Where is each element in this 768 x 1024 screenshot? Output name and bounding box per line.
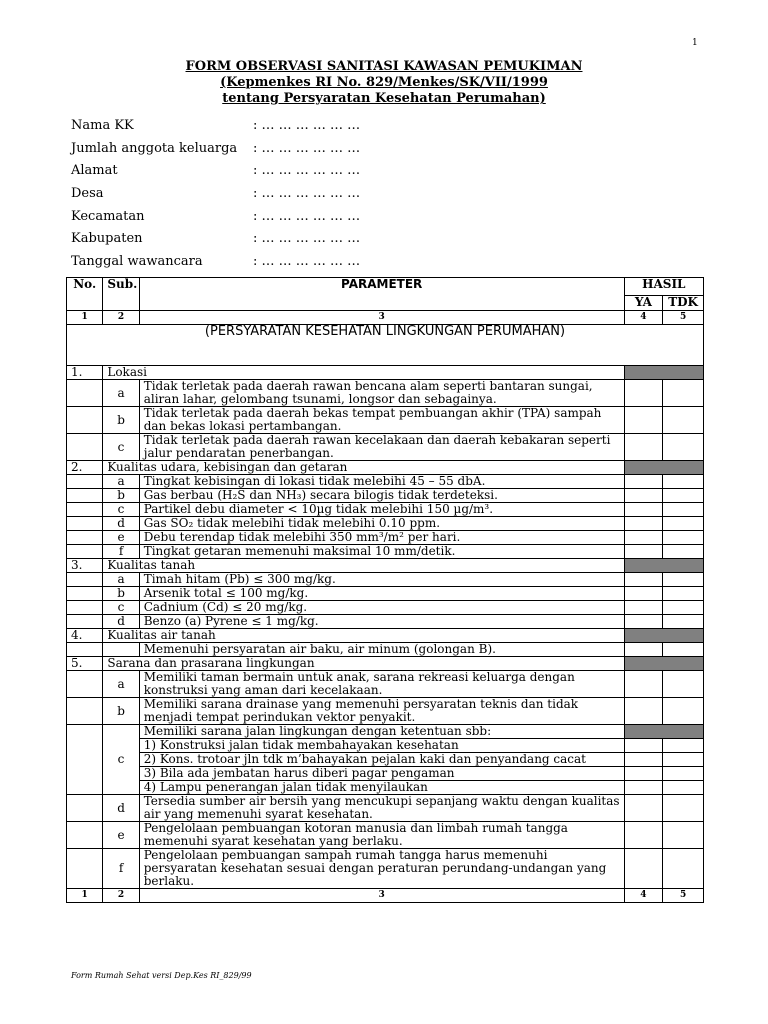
item-row [67,434,704,461]
item-text: Memiliki sarana jalan lingkungan dengan ketentuan sbb: [139,725,624,739]
item-sub: b [103,587,139,601]
check-ya[interactable] [624,489,663,503]
item-row [67,615,704,629]
group-number: 5. [67,657,103,671]
empty-cell [67,643,103,657]
column-index: 4 [624,311,663,325]
item-row [67,849,704,889]
shaded-cell [624,461,703,475]
item-sub: a [103,671,139,698]
item-row [67,587,704,601]
check-tdk[interactable] [663,573,704,587]
item-text: Pengelolaan pembuangan sampah rumah tangga harus memenuhi persyaratan kesehatan sesuai dengan peraturan perundang-undangan yang berlaku. [139,849,624,889]
field-jumlah-anggota [71,141,471,164]
shaded-cell [624,657,703,671]
item-text: Tidak terletak pada daerah rawan kecelakaan dan daerah kebakaran seperti jalur pendaratan penerbangan. [139,434,624,461]
item-sub: d [103,517,139,531]
item-text: Memenuhi persyaratan air baku, air minum (golongan B). [139,643,624,657]
empty-cell [67,725,103,795]
item-text: Arsenik total ≤ 100 mg/kg. [139,587,624,601]
item-subpoint: 1) Konstruksi jalan tidak membahayakan kesehatan [139,739,624,753]
header-tdk: TDK [663,296,704,311]
empty-cell [67,849,103,889]
observation-table [66,277,704,903]
check-tdk[interactable] [663,767,704,781]
check-tdk[interactable] [663,380,704,407]
check-tdk[interactable] [663,739,704,753]
check-tdk[interactable] [663,517,704,531]
field-label: Alamat [71,163,118,179]
field-label: Kabupaten [71,231,143,247]
item-subpoint: 2) Kons. trotoar jln tdk m’bahayakan pejalan kaki dan penyandang cacat [139,753,624,767]
check-ya[interactable] [624,475,663,489]
item-row [67,475,704,489]
check-ya[interactable] [624,739,663,753]
document-title [0,59,768,107]
title-line-2: (Kepmenkes RI No. 829/Menkes/SK/VII/1999 [220,75,548,90]
check-tdk[interactable] [663,489,704,503]
check-ya[interactable] [624,407,663,434]
check-ya[interactable] [624,531,663,545]
item-sub [103,643,139,657]
column-index: 3 [139,311,624,325]
empty-cell [67,587,103,601]
empty-cell [67,545,103,559]
empty-cell [67,475,103,489]
check-tdk[interactable] [663,795,704,822]
field-tanggal-wawancara [71,254,471,277]
header-ya: YA [624,296,663,311]
section-title: (PERSYARATAN KESEHATAN LINGKUNGAN PERUMAHAN) [67,325,704,366]
field-alamat [71,163,471,186]
check-ya[interactable] [624,573,663,587]
item-text: Pengelolaan pembuangan kotoran manusia dan limbah rumah tangga memenuhi syarat kesehatan yang berlaku. [139,822,624,849]
empty-cell [67,573,103,587]
item-text: Timah hitam (Pb) ≤ 300 mg/kg. [139,573,624,587]
header-no: No. [67,278,103,311]
field-label: Kecamatan [71,208,145,224]
empty-cell [67,489,103,503]
check-ya[interactable] [624,380,663,407]
field-nama-kk [71,118,471,141]
item-sub: f [103,545,139,559]
check-tdk[interactable] [663,545,704,559]
group-number: 2. [67,461,103,475]
item-text: Gas SO₂ tidak melebihi tidak melebihi 0.10 ppm. [139,517,624,531]
item-text: Tingkat kebisingan di lokasi tidak melebihi 45 – 55 dbA. [139,475,624,489]
empty-cell [67,615,103,629]
check-ya[interactable] [624,781,663,795]
empty-cell [67,795,103,822]
item-text: Partikel debu diameter < 10µg tidak melebihi 150 µg/m³. [139,503,624,517]
group-row [67,657,704,671]
column-index: 2 [103,889,139,903]
check-tdk[interactable] [663,822,704,849]
check-ya[interactable] [624,615,663,629]
check-ya[interactable] [624,503,663,517]
item-row [67,545,704,559]
check-tdk[interactable] [663,615,704,629]
item-text: Gas berbau (H₂S dan NH₃) secara bilogis tidak terdeteksi. [139,489,624,503]
check-ya[interactable] [624,643,663,657]
item-text: Tidak terletak pada daerah bekas tempat pembuangan akhir (TPA) sampah dan bekas lokasi pertambangan. [139,407,624,434]
field-label: Jumlah anggota keluarga [71,140,238,156]
check-ya[interactable] [624,434,663,461]
column-index: 2 [103,311,139,325]
title-line-1: FORM OBSERVASI SANITASI KAWASAN PEMUKIMAN [185,59,583,74]
item-sub: c [103,725,139,795]
header-parameter: PARAMETER [139,278,624,311]
group-title: Kualitas tanah [103,559,624,573]
item-sub: a [103,573,139,587]
shaded-cell [624,366,703,380]
empty-cell [67,601,103,615]
shaded-cell [624,629,703,643]
column-index: 1 [67,889,103,903]
check-ya[interactable] [624,795,663,822]
field-desa [71,186,471,209]
item-text: Benzo (a) Pyrene ≤ 1 mg/kg. [139,615,624,629]
field-value[interactable]: : … … … … … … [253,186,361,202]
field-kecamatan [71,209,471,232]
item-row [67,380,704,407]
empty-cell [67,517,103,531]
item-sub: c [103,503,139,517]
item-sub: d [103,615,139,629]
empty-cell [67,531,103,545]
field-value[interactable]: : … … … … … … [253,231,361,247]
group-row [67,461,704,475]
item-row [67,671,704,698]
group-title: Sarana dan prasarana lingkungan [103,657,624,671]
check-tdk[interactable] [663,698,704,725]
item-subpoint-row [67,753,704,767]
check-ya[interactable] [624,822,663,849]
item-text: Tidak terletak pada daerah rawan bencana alam seperti bantaran sungai, aliran lahar, gelombang tsunami, longsor dan sebagainya. [139,380,624,407]
item-sub: a [103,475,139,489]
check-ya[interactable] [624,587,663,601]
check-tdk[interactable] [663,753,704,767]
check-tdk[interactable] [663,601,704,615]
page-number: 1 [692,38,698,48]
item-sub: e [103,822,139,849]
field-value[interactable]: : … … … … … … [253,118,361,133]
group-title: Kualitas air tanah [103,629,624,643]
shaded-cell [624,559,703,573]
item-sub: e [103,531,139,545]
empty-cell [67,434,103,461]
check-tdk[interactable] [663,643,704,657]
column-index: 5 [663,311,704,325]
column-index: 4 [624,889,663,903]
item-row [67,643,704,657]
respondent-fields [71,118,471,277]
check-ya[interactable] [624,545,663,559]
field-value[interactable]: : … … … … … … [253,163,361,179]
item-text: Tersedia sumber air bersih yang mencukupi sepanjang waktu dengan kualitas air yang memenuhi syarat kesehatan. [139,795,624,822]
check-ya[interactable] [624,753,663,767]
item-sub: f [103,849,139,889]
item-text: Cadnium (Cd) ≤ 20 mg/kg. [139,601,624,615]
item-row [67,517,704,531]
item-sub: c [103,434,139,461]
check-ya[interactable] [624,698,663,725]
item-sub: a [103,380,139,407]
check-tdk[interactable] [663,587,704,601]
check-tdk[interactable] [663,407,704,434]
check-ya[interactable] [624,517,663,531]
check-tdk[interactable] [663,503,704,517]
group-number: 3. [67,559,103,573]
group-row [67,559,704,573]
field-label: Desa [71,186,104,202]
item-sub: d [103,795,139,822]
check-ya[interactable] [624,601,663,615]
item-row [67,795,704,822]
empty-cell [67,380,103,407]
group-title: Kualitas udara, kebisingan dan getaran [103,461,624,475]
column-index: 3 [139,889,624,903]
item-text: Debu terendap tidak melebihi 350 mm³/m² per hari. [139,531,624,545]
column-index: 1 [67,311,103,325]
item-subpoint: 3) Bila ada jembatan harus diberi pagar pengaman [139,767,624,781]
field-value[interactable]: : … … … … … … [253,208,361,224]
item-text: Memiliki sarana drainase yang memenuhi persyaratan teknis dan tidak menjadi tempat perindukan vektor penyakit. [139,698,624,725]
group-number: 1. [67,366,103,380]
field-value[interactable]: : … … … … … … [253,140,361,156]
item-subpoint-row [67,739,704,753]
item-subpoint-row [67,781,704,795]
item-row [67,698,704,725]
column-index: 5 [663,889,704,903]
title-line-3: tentang Persyaratan Kesehatan Perumahan) [222,91,546,106]
empty-cell [67,698,103,725]
check-tdk[interactable] [663,531,704,545]
empty-cell [67,671,103,698]
check-ya[interactable] [624,767,663,781]
column-index-row [67,311,704,325]
item-row [67,489,704,503]
field-label: Nama KK [71,118,134,133]
item-row [67,573,704,587]
item-sub: c [103,601,139,615]
footer-note: Form Rumah Sehat versi Dep.Kes RI_829/99 [71,971,252,980]
empty-cell [67,503,103,517]
column-index-row [67,889,704,903]
item-subpoint-row [67,767,704,781]
group-title: Lokasi [103,366,624,380]
field-kabupaten [71,231,471,254]
item-text: Tingkat getaran memenuhi maksimal 10 mm/detik. [139,545,624,559]
group-row [67,629,704,643]
item-sub: b [103,489,139,503]
header-hasil: HASIL [624,278,703,296]
header-sub: Sub. [103,278,139,311]
field-value[interactable]: : … … … … … … [253,254,361,270]
item-row [67,531,704,545]
check-tdk[interactable] [663,671,704,698]
item-row [67,725,704,739]
item-row [67,407,704,434]
shaded-cell [624,725,703,739]
item-sub: b [103,698,139,725]
check-tdk[interactable] [663,781,704,795]
check-tdk[interactable] [663,475,704,489]
item-sub: b [103,407,139,434]
item-text: Memiliki taman bermain untuk anak, sarana rekreasi keluarga dengan konstruksi yang aman dari kecelakaan. [139,671,624,698]
check-tdk[interactable] [663,434,704,461]
check-tdk[interactable] [663,849,704,889]
item-row [67,601,704,615]
item-row [67,503,704,517]
check-ya[interactable] [624,671,663,698]
check-ya[interactable] [624,849,663,889]
empty-cell [67,407,103,434]
group-number: 4. [67,629,103,643]
item-row [67,822,704,849]
item-subpoint: 4) Lampu penerangan jalan tidak menyilaukan [139,781,624,795]
empty-cell [67,822,103,849]
group-row [67,366,704,380]
field-label: Tanggal wawancara [71,254,203,270]
